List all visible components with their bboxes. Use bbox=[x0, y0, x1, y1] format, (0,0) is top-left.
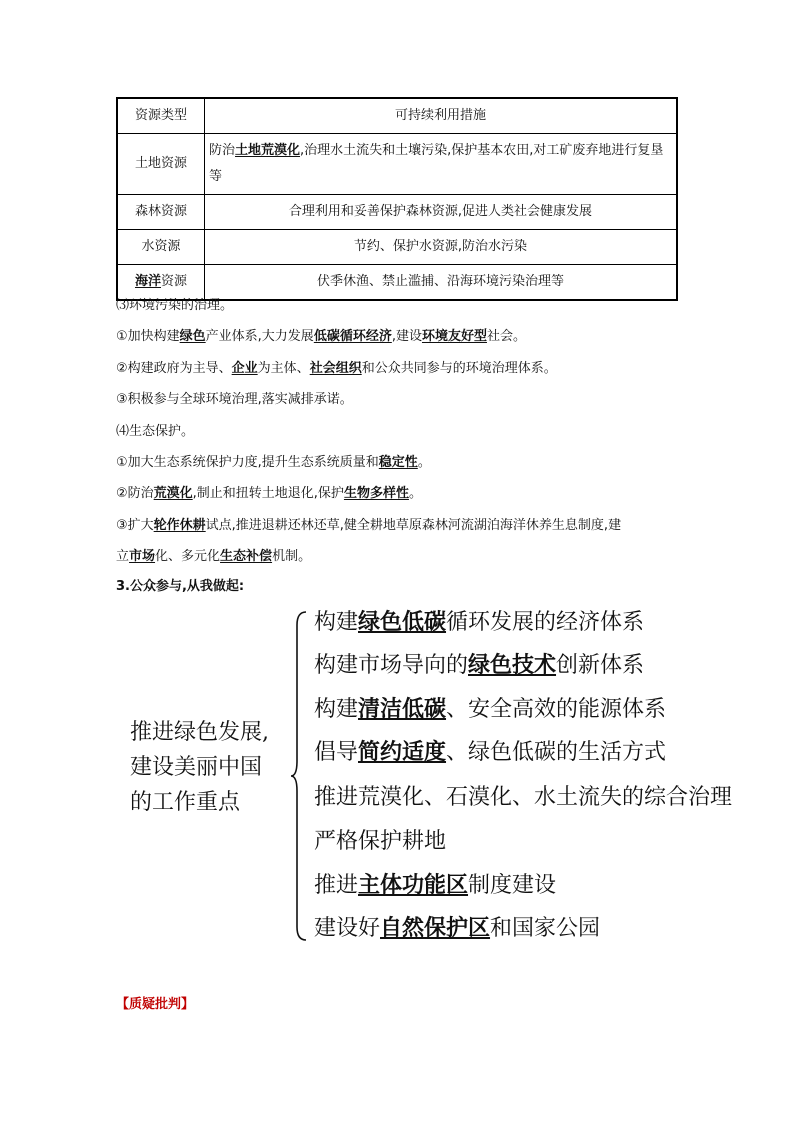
section3-item-1: ①加快构建绿色产业体系,大力发展低碳循环经济,建设环境友好型社会。 bbox=[116, 329, 526, 344]
row-type: 海洋资源 bbox=[117, 265, 205, 301]
row-measures: 合理利用和妥善保护森林资源,促进人类社会健康发展 bbox=[205, 195, 678, 230]
mindmap-branch: 倡导简约适度、绿色低碳的生活方式 bbox=[314, 740, 667, 765]
resource-table bbox=[116, 97, 678, 301]
section4-item-3: ③扩大轮作休耕试点,推进退耕还林还草,健全耕地草原森林河流湖泊海洋休养生息制度,建 bbox=[116, 518, 622, 533]
table-row bbox=[117, 265, 677, 301]
mindmap-root: 推进绿色发展, 建设美丽中国 的工作重点 bbox=[130, 720, 269, 815]
mindmap-branch: 推进主体功能区制度建设 bbox=[314, 873, 557, 898]
mindmap-branch: 构建清洁低碳、安全高效的能源体系 bbox=[314, 697, 667, 722]
section3-title: ⑶环境污染的治理。 bbox=[116, 298, 234, 313]
row-measures: 节约、保护水资源,防治水污染 bbox=[205, 230, 678, 265]
section3-item-3: ③积极参与全球环境治理,落实减排承诺。 bbox=[116, 392, 353, 407]
section4-item-2: ②防治荒漠化,制止和扭转土地退化,保护生物多样性。 bbox=[116, 486, 422, 501]
mindmap-branch: 建设好自然保护区和国家公园 bbox=[314, 916, 601, 941]
row-type: 水资源 bbox=[117, 230, 205, 265]
mindmap-branch: 构建市场导向的绿色技术创新体系 bbox=[314, 653, 645, 678]
row-measures: 伏季休渔、禁止滥捕、沿海环境污染治理等 bbox=[205, 265, 678, 301]
row-type: 土地资源 bbox=[117, 134, 205, 195]
table-row bbox=[117, 134, 677, 195]
row-measures: 防治土地荒漠化,治理水土流失和土壤污染,保护基本农田,对工矿废弃地进行复垦等 bbox=[205, 134, 678, 195]
section4-title: ⑷生态保护。 bbox=[116, 424, 195, 439]
section3-item-2: ②构建政府为主导、企业为主体、社会组织和公众共同参与的环境治理体系。 bbox=[116, 361, 557, 376]
table-row bbox=[117, 230, 677, 265]
mindmap-branch: 推进荒漠化、石漠化、水土流失的综合治理 bbox=[314, 785, 733, 810]
table-header-row bbox=[117, 98, 677, 134]
header-measures: 可持续利用措施 bbox=[205, 98, 678, 134]
mindmap-branch: 严格保护耕地 bbox=[314, 829, 447, 854]
heading-3: 3.公众参与,从我做起: bbox=[116, 579, 245, 594]
row-type: 森林资源 bbox=[117, 195, 205, 230]
mindmap-branch: 构建绿色低碳循环发展的经济体系 bbox=[314, 610, 645, 635]
keyword: 土地荒漠化 bbox=[235, 143, 301, 158]
table-row bbox=[117, 195, 677, 230]
header-type: 资源类型 bbox=[117, 98, 205, 134]
keyword: 海洋 bbox=[134, 274, 161, 289]
brace-icon bbox=[290, 611, 308, 941]
section4-item-1: ①加大生态系统保护力度,提升生态系统质量和稳定性。 bbox=[116, 455, 431, 470]
section4-item-4: 立市场化、多元化生态补偿机制。 bbox=[116, 549, 312, 564]
section-tag: 【质疑批判】 bbox=[116, 997, 195, 1012]
mindmap bbox=[130, 603, 790, 948]
